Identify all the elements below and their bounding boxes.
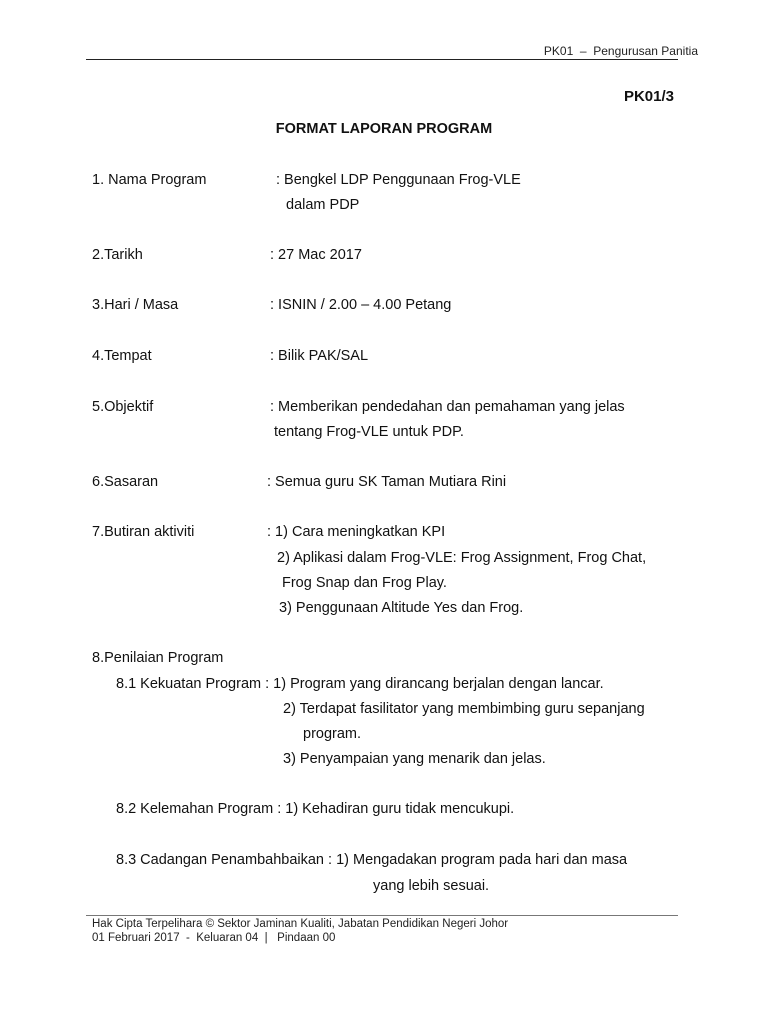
header-divider xyxy=(86,59,678,60)
kekuatan-line-4: 3) Penyampaian yang menarik dan jelas. xyxy=(283,751,546,767)
kekuatan-line-3: program. xyxy=(303,726,362,742)
field-label-objektif: 5.Objektif xyxy=(92,399,154,415)
field-value-tarikh: : 27 Mac 2017 xyxy=(270,247,362,263)
field-value-objektif-cont: tentang Frog-VLE untuk PDP. xyxy=(274,424,464,440)
aktiviti-item-2: 2) Aplikasi dalam Frog-VLE: Frog Assignment, Frog Chat, xyxy=(277,550,647,566)
footer-revision: 01 Februari 2017 - Keluaran 04 | Pindaan 00 xyxy=(92,932,336,944)
aktiviti-item-1: : 1) Cara meningkatkan KPI xyxy=(267,524,446,540)
field-value-objektif: : Memberikan pendedahan dan pemahaman yang jelas xyxy=(270,399,625,415)
field-label-tarikh: 2.Tarikh xyxy=(92,247,143,263)
aktiviti-item-3: 3) Penggunaan Altitude Yes dan Frog. xyxy=(279,600,524,616)
cadangan-line-1: 8.3 Cadangan Penambahbaikan : 1) Mengadakan program pada hari dan masa xyxy=(116,852,628,868)
page-title: FORMAT LAPORAN PROGRAM xyxy=(275,121,493,137)
header-doc-ref: PK01 – Pengurusan Panitia xyxy=(543,44,698,58)
kekuatan-line-2: 2) Terdapat fasilitator yang membimbing guru sepanjang xyxy=(283,701,645,717)
section-heading-penilaian: 8.Penilaian Program xyxy=(92,650,224,666)
field-label-tempat: 4.Tempat xyxy=(92,348,152,364)
field-label-butiran-aktiviti: 7.Butiran aktiviti xyxy=(92,524,195,540)
field-label-hari-masa: 3.Hari / Masa xyxy=(92,297,179,313)
field-value-nama-program: : Bengkel LDP Penggunaan Frog-VLE xyxy=(276,172,521,188)
field-value-hari-masa: : ISNIN / 2.00 – 4.00 Petang xyxy=(270,297,452,313)
field-value-tempat: : Bilik PAK/SAL xyxy=(270,348,369,364)
field-label-nama-program: 1. Nama Program xyxy=(92,172,207,188)
form-code: PK01/3 xyxy=(623,88,674,105)
field-label-sasaran: 6.Sasaran xyxy=(92,474,159,490)
footer-divider xyxy=(86,915,678,916)
field-value-nama-program-cont: dalam PDP xyxy=(286,197,360,213)
footer-copyright: Hak Cipta Terpelihara © Sektor Jaminan Kualiti, Jabatan Pendidikan Negeri Johor xyxy=(92,918,509,930)
kelemahan-line-1: 8.2 Kelemahan Program : 1) Kehadiran guru tidak mencukupi. xyxy=(116,801,515,817)
cadangan-line-2: yang lebih sesuai. xyxy=(373,878,490,894)
aktiviti-item-2-cont: Frog Snap dan Frog Play. xyxy=(282,575,447,591)
kekuatan-line-1: 8.1 Kekuatan Program : 1) Program yang dirancang berjalan dengan lancar. xyxy=(116,676,604,692)
field-value-sasaran: : Semua guru SK Taman Mutiara Rini xyxy=(267,474,507,490)
